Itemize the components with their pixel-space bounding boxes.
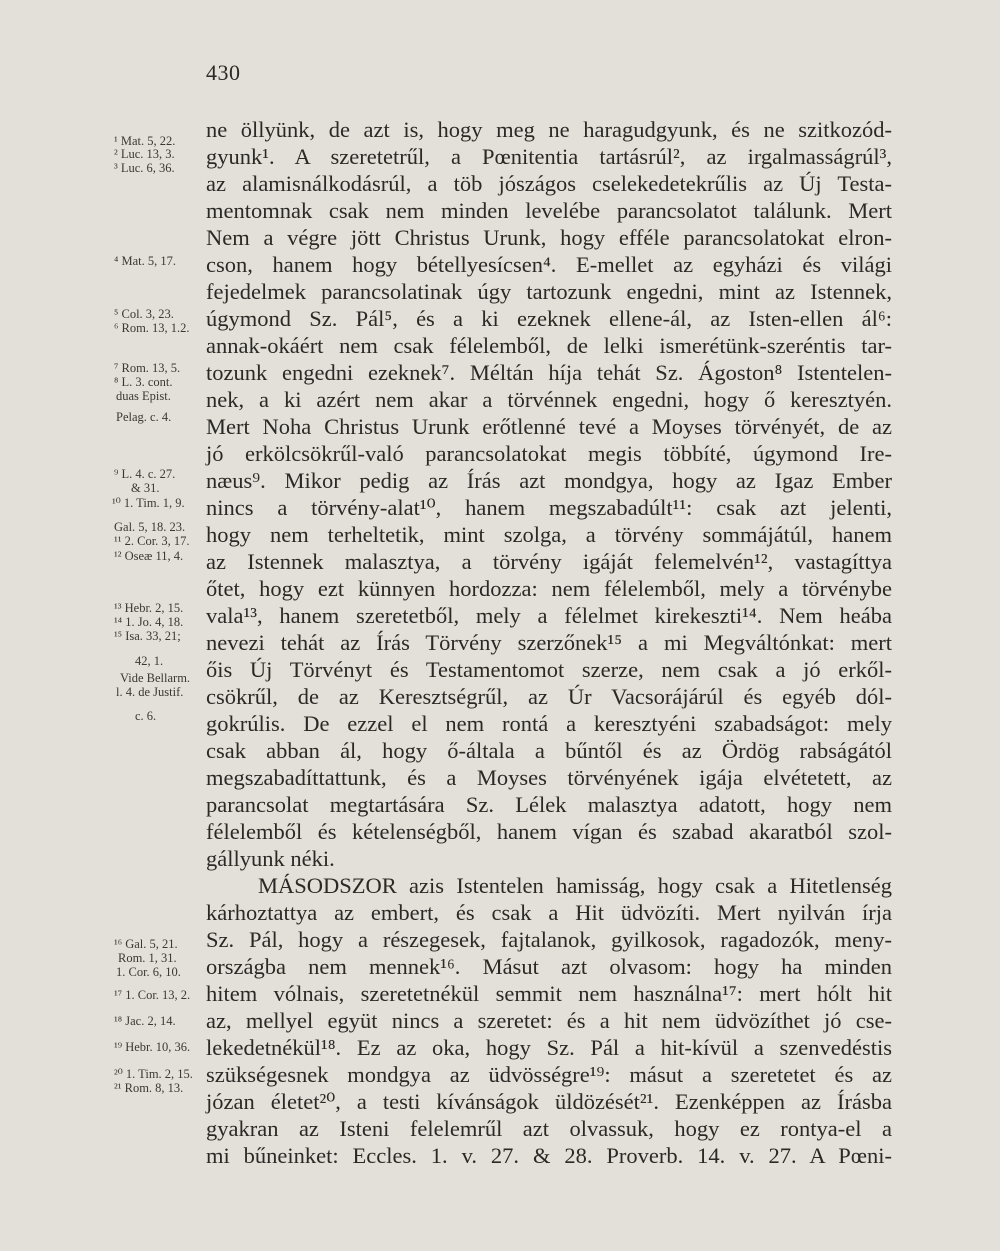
margin-note: Gal. 5, 18. 23.	[114, 520, 186, 534]
text-line: vala¹³, hanem szeretetből, mely a félelmet kirekeszti¹⁴. Nem heába	[206, 603, 892, 628]
margin-note: ¹³ Hebr. 2, 15.	[114, 601, 184, 615]
margin-note: ² Luc. 13, 3.	[114, 147, 175, 161]
margin-note: ⁶ Rom. 13, 1.2.	[114, 321, 190, 335]
text-line: az alamisnálkodásrúl, a töb jószágos cselekedetekrűlis az Új Testa-	[206, 171, 892, 196]
text-line: jó erkölcsökrűl-való parancsolatokat megis többíté, úgymond Ire-	[206, 441, 892, 466]
margin-note: 1. Cor. 6, 10.	[116, 965, 181, 979]
margin-note: l. 4. de Justif.	[116, 685, 184, 699]
margin-note: ²⁰ 1. Tim. 2, 15.	[114, 1067, 193, 1081]
text-line: ne öllyünk, de azt is, hogy meg ne haragudgyunk, és ne szitkozód-	[206, 117, 892, 142]
margin-note: duas Epist.	[116, 389, 171, 403]
text-line: gállyunk néki.	[206, 846, 335, 871]
margin-note: c. 6.	[135, 709, 157, 723]
margin-note: & 31.	[131, 481, 160, 495]
margin-note: ¹⁰ 1. Tim. 1, 9.	[112, 496, 185, 510]
text-line: tozunk engedni ezeknek⁷. Méltán híja tehát Sz. Ágoston⁸ Istentelen-	[206, 360, 892, 385]
text-line: félelemből és kételenségből, hanem vígan és szabad akaratból szol-	[206, 819, 892, 844]
margin-note: ⁸ L. 3. cont.	[114, 375, 173, 389]
text-line: gokrúlis. De ezzel el nem rontá a keresztyéni szabadságot: mely	[206, 711, 892, 736]
text-line: őis Új Törvényt és Testamentomot szerze, nem csak a jó erkől-	[206, 657, 892, 682]
text-line: nincs a törvény-alat¹⁰, hanem megszabadúlt¹¹: csak azt jelenti,	[206, 495, 892, 520]
margin-note: ⁴ Mat. 5, 17.	[114, 254, 176, 268]
text-line: Sz. Pál, hogy a részegesek, fajtalanok, gyilkosok, ragadozók, meny-	[206, 927, 892, 952]
margin-note: ¹⁵ Isa. 33, 21;	[114, 629, 181, 643]
margin-note: ¹⁸ Jac. 2, 14.	[114, 1014, 176, 1028]
text-line: annak-okáért nem csak félelemből, de lelki ismerétünk-szeréntis tar-	[206, 333, 892, 358]
margin-note: ¹ Mat. 5, 22.	[114, 134, 176, 148]
margin-note: ¹¹ 2. Cor. 3, 17.	[114, 534, 190, 548]
text-line: hogy nem terheltetik, mint szolga, a törvény sommájátúl, hanem	[206, 522, 892, 547]
text-line: fejedelmek parancsolatinak úgy tartozunk engedni, mint az Istennek,	[206, 279, 892, 304]
margin-note: ⁵ Col. 3, 23.	[114, 307, 174, 321]
text-line: mentomnak csak nem minden levelébe parancsolatot találunk. Mert	[206, 198, 892, 223]
text-line: næus⁹. Mikor pedig az Írás azt mondgya, hogy az Igaz Ember	[206, 468, 892, 493]
text-line: gyunk¹. A szeretetrűl, a Pœnitentia tartásrúl², az irgalmasságrúl³,	[206, 144, 892, 169]
text-line: az Istennek malasztya, a törvény igáját felemelvén¹², vastagíttya	[206, 549, 892, 574]
text-line: nek, a ki azért nem akar a törvénnek engedni, hogy ő keresztyén.	[206, 387, 892, 412]
margin-note: ¹² Oseæ 11, 4.	[114, 549, 184, 563]
text-line: szükségesnek mondgya az üdvösségre¹⁹: másut a szeretetet és az	[206, 1062, 892, 1087]
margin-note: ¹⁷ 1. Cor. 13, 2.	[114, 988, 191, 1002]
text-line: úgymond Sz. Pál⁵, és a ki ezeknek ellene-ál, az Isten-ellen ál⁶:	[206, 306, 892, 331]
text-line: lekedetnékül¹⁸. Ez az oka, hogy Sz. Pál a hit-kívül a szenvedéstis	[206, 1035, 892, 1060]
text-line: országba nem mennek¹⁶. Másut azt olvasom: hogy ha minden	[206, 954, 892, 979]
margin-note: Rom. 1, 31.	[118, 951, 177, 965]
margin-note: ³ Luc. 6, 36.	[114, 161, 175, 175]
text-line: hitem vólnais, szeretetnékül semmit nem használna¹⁷: mert hólt hit	[206, 981, 892, 1006]
text-line: Mert Noha Christus Urunk erőtlenné tevé a Moyses törvényét, de az	[206, 414, 892, 439]
text-line: őtet, hogy ezt künnyen hordozza: nem félelemből, mely a törvénybe	[206, 576, 892, 601]
margin-note: 42, 1.	[135, 654, 164, 668]
page-number: 430	[206, 60, 241, 85]
text-line: az, mellyel együt nincs a szeretet: és a hit nem üdvözíthet jó cse-	[206, 1008, 892, 1033]
text-line: megszabadíttattunk, és a Moyses törvényének igája elvétetett, az	[206, 765, 892, 790]
text-line: csak abban ál, hogy ő-általa a bűntől és az Ördög rabságától	[206, 738, 892, 763]
text-line: nevezi tehát az Írás Törvény szerzőnek¹⁵ a mi Megváltónkat: mert	[206, 630, 892, 655]
text-line: cson, hanem hogy bétellyesícsen⁴. E-mellet az egyházi és világi	[206, 252, 892, 277]
text-line: mi bűneinket: Eccles. 1. v. 27. & 28. Proverb. 14. v. 27. A Pœni-	[206, 1143, 892, 1168]
margin-note: ¹⁶ Gal. 5, 21.	[114, 937, 178, 951]
margin-note: ¹⁴ 1. Jo. 4, 18.	[114, 615, 184, 629]
text-line: józan életet²⁰, a testi kívánságok üldözését²¹. Ezenképpen az Írásba	[206, 1089, 892, 1114]
text-line: parancsolat megtartására Sz. Lélek malasztya adatott, hogy nem	[206, 792, 892, 817]
text-line: Nem a végre jött Christus Urunk, hogy efféle parancsolatokat elron-	[206, 225, 892, 250]
margin-note: ⁹ L. 4. c. 27.	[114, 467, 176, 481]
margin-note: ¹⁹ Hebr. 10, 36.	[114, 1040, 191, 1054]
text-line: kárhoztattya az embert, és csak a Hit üdvözíti. Mert nyilván írja	[206, 900, 892, 925]
text-line: gyakran az Isteni felelemrűl azt olvassuk, hogy ez rontya-el a	[206, 1116, 892, 1141]
margin-note: Vide Bellarm.	[120, 671, 191, 685]
margin-note: Pelag. c. 4.	[116, 410, 172, 424]
margin-note: ²¹ Rom. 8, 13.	[114, 1081, 184, 1095]
margin-note: ⁷ Rom. 13, 5.	[114, 361, 181, 375]
text-line: csökrűl, de az Keresztségrűl, az Úr Vacsorájárúl és egyéb dól-	[206, 684, 892, 709]
text-line: MÁSODSZOR azis Istentelen hamisság, hogy csak a Hitetlenség	[258, 873, 892, 898]
